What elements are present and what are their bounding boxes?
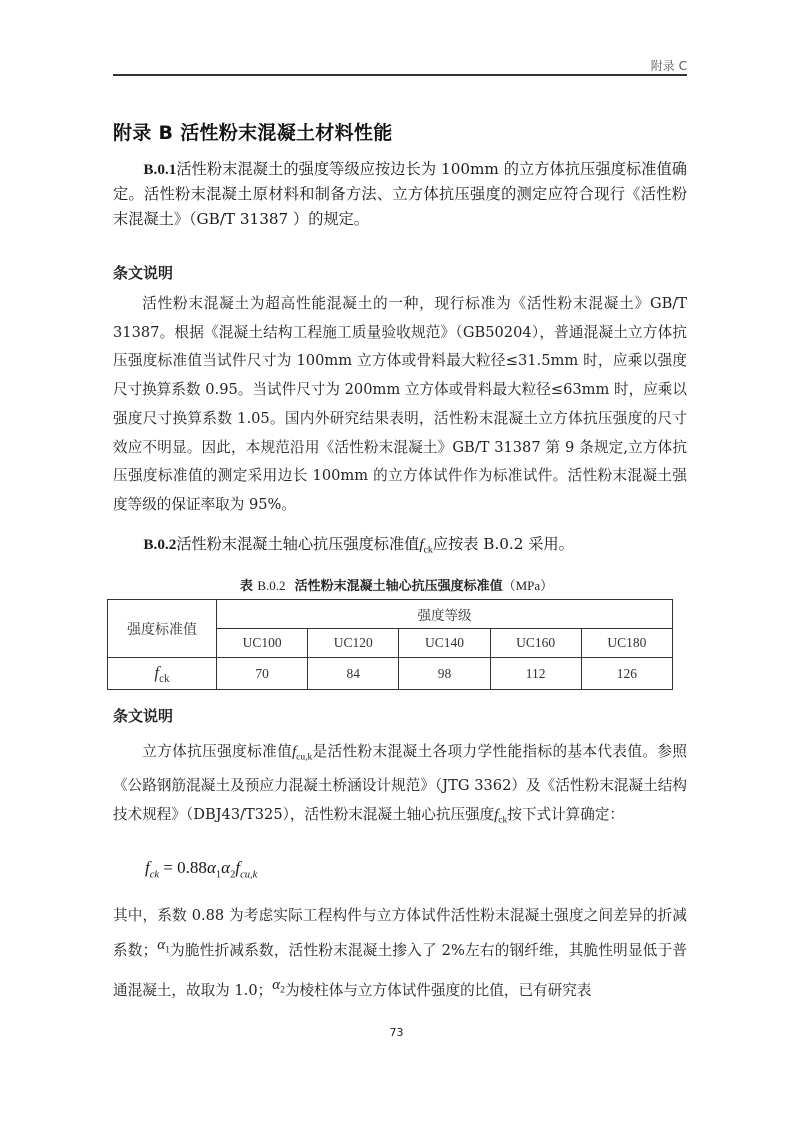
- clause-code: B.0.1: [143, 161, 177, 178]
- running-header-title: 附录 C: [650, 59, 687, 73]
- section-title: 附录 B 活性粉末混凝土材料性能: [113, 122, 393, 144]
- value-cell: 98: [399, 658, 490, 690]
- page-number: 73: [389, 1026, 404, 1039]
- grade-cell: UC160: [490, 629, 581, 658]
- value-cell: 84: [308, 658, 399, 690]
- value-cell: 126: [581, 658, 672, 690]
- alpha1-symbol: $\alpha_1$: [157, 937, 170, 956]
- clause-b02: [113, 532, 687, 562]
- table-caption: 表 B.0.2 活性粉末混凝土轴心抗压强度标准值（MPa）: [239, 578, 554, 594]
- explanation-heading-2: 条文说明: [113, 707, 174, 725]
- symbol-fck: $f_{ck}$: [419, 536, 433, 556]
- symbol-fck: $f_{ck}$: [494, 806, 508, 826]
- symbol-fcuk: $f_{cu,k}$: [292, 744, 313, 763]
- formula: $f_{ck} = 0.88\alpha_1\alpha_2f_{cu,k}$: [145, 858, 258, 881]
- clause-text-after: 应按表 B.0.2 采用。: [432, 535, 574, 553]
- fck-symbol-cell: $f_{ck}$: [108, 658, 217, 690]
- grade-cell: UC180: [581, 629, 672, 658]
- clause-text-before: 活性粉末混凝土轴心抗压强度标准值: [176, 535, 420, 553]
- grade-cell: UC100: [217, 629, 308, 658]
- explanation-paragraph-3: 其中，系数 0.88 为考虑实际工程构件与立方体试件活性粉末混凝土强度之间差异的折减系数；$\alpha_1$为脆性折减系数，活性粉末混凝土掺入了 2%左右的钢纤维，其脆性明显低于普通混凝土，故取为 1.0；$\alpha_2$为棱柱体与立方体试件强度的比值，已有研究表: [113, 907, 687, 1000]
- row-header-cell: 强度标准值: [108, 600, 217, 658]
- value-row: [108, 658, 673, 690]
- alpha2-symbol: $\alpha_2$: [272, 977, 285, 996]
- grade-cell: UC120: [308, 629, 399, 658]
- strength-table: [107, 599, 673, 690]
- explanation-heading: 条文说明: [113, 264, 174, 282]
- clause-code: B.0.2: [143, 536, 177, 553]
- value-cell: 70: [217, 658, 308, 690]
- group-header-cell: 强度等级: [217, 600, 673, 629]
- value-cell: 112: [490, 658, 581, 690]
- grade-cell: UC140: [399, 629, 490, 658]
- clause-b01: [113, 157, 687, 232]
- running-header: [113, 57, 687, 76]
- explanation-paragraph-2: 立方体抗压强度标准值$f_{cu,k}$是活性粉末混凝土各项力学性能指标的基本代表值。参照《公路钢筋混凝土及预应力混凝土桥涵设计规范》（JTG 3362）及《活性粉末混凝土结构技术规程》（DBJ43/T325），活性粉末混凝土轴心抗压强度$f_{ck}$按下式计算确定：: [113, 743, 687, 826]
- explanation-paragraph: 活性粉末混凝土为超高性能混凝土的一种，现行标准为《活性粉末混凝土》GB/T 31387。根据《混凝土结构工程施工质量验收规范》（GB50204），普通混凝土立方体抗压强度标准值当试件尺寸为 100mm 立方体或骨料最大粒径≤31.5mm 时，应乘以强度尺寸换算系数 0.95。当试件尺寸为 200mm 立方体或骨料最大粒径≤63mm 时，应乘以强度尺寸换算系数 1.05。国内外研究结果表明，活性粉末混凝土立方体抗压强度的尺寸效应不明显。因此，本规范沿用《活性粉末混凝土》GB/T 31387 第 9 条规定,立方体抗压强度标准值的测定采用边长 100mm 的立方体试件作为标准试件。活性粉末混凝土强度等级的保证率取为 95%。: [113, 295, 687, 513]
- clause-text: 活性粉末混凝土的强度等级应按边长为 100mm 的立方体抗压强度标准值确定。活性粉末混凝土原材料和制备方法、立方体抗压强度的测定应符合现行《活性粉末混凝土》（GB/T 31387 ）的规定。: [113, 160, 687, 228]
